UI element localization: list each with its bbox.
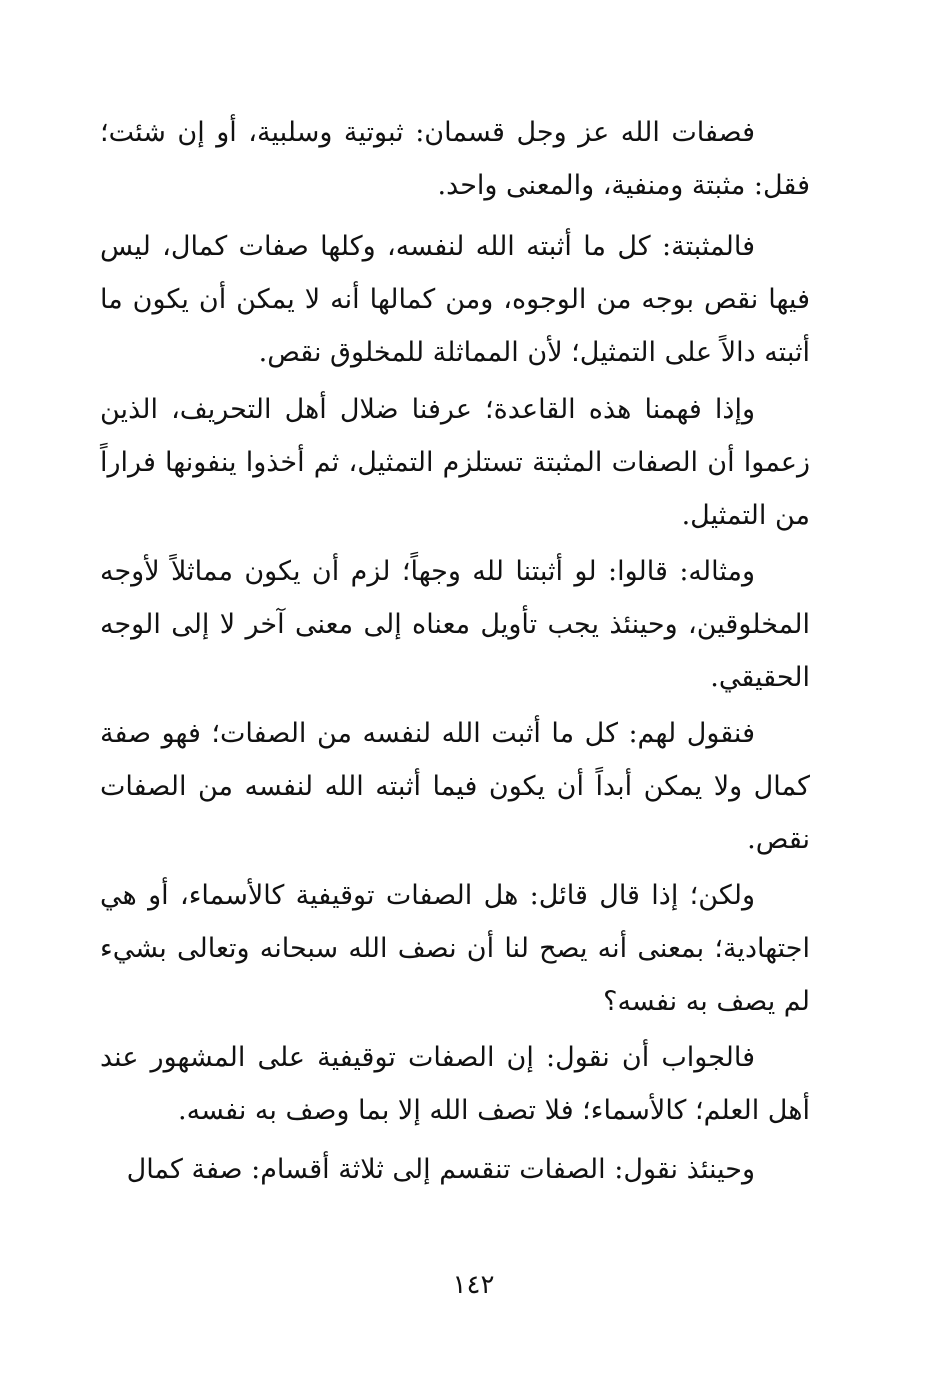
paragraph-4: ومثاله: قالوا: لو أثبتنا لله وجهاً؛ لزم أن يكون مماثلاً لأوجه المخلوقين، وحينئذ يجب تأويل معناه إلى معنى آخر لا إلى الوجه الحقيقي.: [100, 556, 810, 693]
paragraph-2: فالمثبتة: كل ما أثبته الله لنفسه، وكلها صفات كمال، ليس فيها نقص بوجه من الوجوه، ومن كمالها أنه لا يمكن أن يكون ما أثبته دالاً على التمثيل؛ لأن المماثلة للمخلوق نقص.: [100, 231, 810, 368]
paragraph-7: فالجواب أن نقول: إن الصفات توقيفية على المشهور عند أهل العلم؛ كالأسماء؛ فلا تصف الله إلا بما وصف به نفسه.: [100, 1042, 810, 1126]
paragraph-6: ولكن؛ إذا قال قائل: هل الصفات توقيفية كالأسماء، أو هي اجتهادية؛ بمعنى أنه يصح لنا أن نصف الله سبحانه وتعالى بشيء لم يصف به نفسه؟: [100, 880, 810, 1017]
page-number: ١٤٢: [452, 1270, 495, 1300]
paragraph-5: فنقول لهم: كل ما أثبت الله لنفسه من الصفات؛ فهو صفة كمال ولا يمكن أبداً أن يكون فيما أثبته الله لنفسه من الصفات نقص.: [100, 718, 810, 855]
paragraph-3: وإذا فهمنا هذه القاعدة؛ عرفنا ضلال أهل التحريف، الذين زعموا أن الصفات المثبتة تستلزم التمثيل، ثم أخذوا ينفونها فراراً من التمثيل.: [100, 394, 810, 531]
paragraph-1: فصفات الله عز وجل قسمان: ثبوتية وسلبية، أو إن شئت؛ فقل: مثبتة ومنفية، والمعنى واحد.: [100, 117, 810, 201]
paragraph-8: وحينئذ نقول: الصفات تنقسم إلى ثلاثة أقسام: صفة كمال: [126, 1154, 755, 1185]
